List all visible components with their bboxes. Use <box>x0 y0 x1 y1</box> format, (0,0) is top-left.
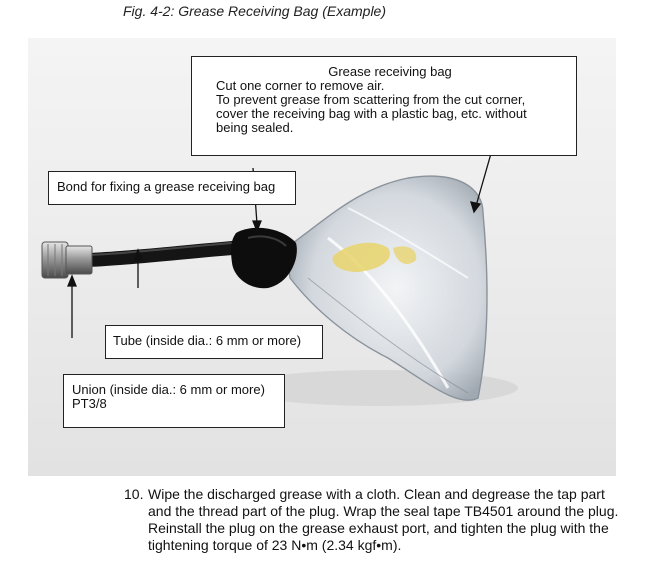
callout-grease-receiving-bag <box>191 56 577 156</box>
grease-receiving-bag <box>286 176 487 400</box>
step-number: 10. <box>124 486 144 502</box>
callout-bag-line-1: Cut one corner to remove air. <box>216 78 385 93</box>
callout-bag-line-3: cover the receiving bag with a plastic bag, etc. without <box>216 106 527 121</box>
callout-bond: Bond for fixing a grease receiving bag <box>48 171 296 205</box>
callout-union-line-2: PT3/8 <box>72 396 107 411</box>
callout-bag-line-2: To prevent grease from scattering from the cut corner, <box>216 92 526 107</box>
callout-bag-title: Grease receiving bag <box>328 64 452 79</box>
callout-union-line-1: Union (inside dia.: 6 mm or more) <box>72 382 265 397</box>
callout-union <box>63 374 285 428</box>
grease-bag-photo <box>28 38 616 476</box>
callout-tube: Tube (inside dia.: 6 mm or more) <box>105 325 323 359</box>
callout-bag-line-4: being sealed. <box>216 120 294 135</box>
step-text: Wipe the discharged grease with a cloth. Clean and degrease the tap part and the thread part of the plug. Wrap the seal tape TB4501 around the plug. Reinstall the plug on the grease exhaust port, and tighten the plug with the tightening torque of 23 N•m (2.34 kgf•m). <box>148 486 619 553</box>
figure-caption: Fig. 4-2: Grease Receiving Bag (Example) <box>123 3 386 19</box>
